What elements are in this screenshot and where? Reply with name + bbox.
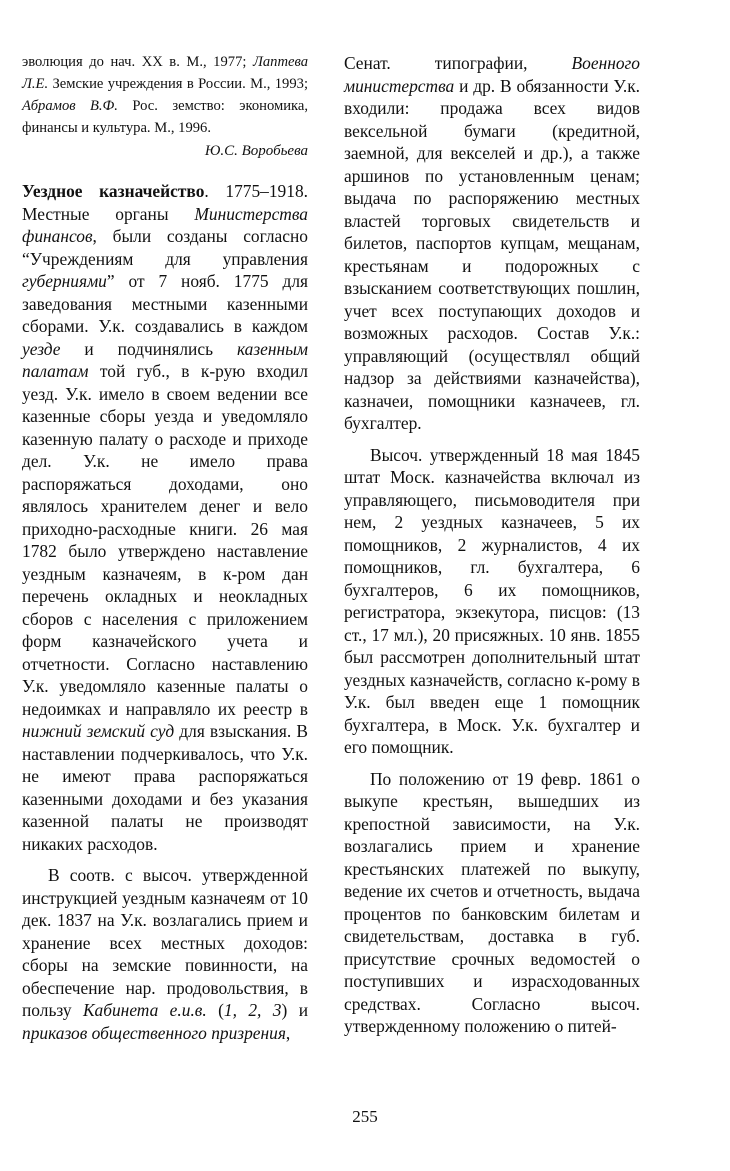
reference-author: Лаптева Л.Е. bbox=[22, 54, 308, 92]
italic-term: 1, 2, 3 bbox=[223, 1000, 282, 1020]
italic-term: нижний земский суд bbox=[22, 721, 175, 741]
reference-text: Рос. земство: экономика, финансы и культура. М., 1996. bbox=[22, 98, 308, 136]
italic-term: уезде bbox=[22, 338, 61, 359]
article-paragraph bbox=[22, 180, 308, 855]
italic-term: Кабинета е.и.в. bbox=[83, 1000, 207, 1020]
text-run: и др. В обязанности У.к. входили: продажа всех видов вексельной бумаги (кредитной, заемной, для векселей и др.), а также аршинов по установленным ценам; выдача по распоряжению местных властей торговых свидетельств и билетов, паспортов купцам, мещанам, крестьянам и подорожных с взысканием соответствующих пошлин, учет всех поступающих доходов и возможных расходов. Состав У.к.: управляющий (осуществлял общий надзор за действиями казначейства), казначеи, помощники казначеев, гл. бухгалтер. bbox=[344, 75, 640, 433]
bibliography-reference bbox=[22, 51, 308, 139]
text-run: для взыскания. В наставлении подчеркивалось, что У.к. не имеют права распоряжаться казенными доходами и без указания казенной палаты не производят никаких расходов. bbox=[22, 721, 308, 854]
article-paragraph bbox=[344, 768, 640, 1038]
text-run: той губ., в к-рую входил уезд. У.к. имело в своем ведении все казенные сборы уезда и уведомляло казенную палату о расходе и приходе дел. У.к. не имело права распоряжаться доходами, оно являлось хранителем денег и вело приходно-расходные книги. 26 мая 1782 было утверждено наставление уездным казначеям, в к-ром дан перечень окладных и неокладных сборов с населения с приложением форм казначейского учета и отчетности. Согласно наставлению У.к. уведомляло казенные палаты о недоимках и направляло их реестр в bbox=[22, 361, 308, 719]
article-paragraph bbox=[344, 52, 640, 435]
right-column bbox=[344, 52, 640, 1038]
article-paragraph bbox=[344, 444, 640, 759]
italic-term: приказов общественного призрения bbox=[22, 1022, 286, 1043]
article-title: Уездное казначейство bbox=[22, 181, 205, 201]
italic-term: Военного министерства bbox=[344, 53, 640, 96]
text-run: Сенат. типографии, bbox=[344, 53, 572, 73]
text-run: ) и bbox=[281, 1000, 309, 1020]
article-paragraph bbox=[22, 864, 308, 1044]
page-number: 255 bbox=[352, 1107, 378, 1126]
reference-text: эволюция до нач. XX в. М., 1977; bbox=[22, 54, 253, 70]
text-run: , bbox=[285, 1022, 291, 1043]
italic-term: Министерства финансов bbox=[22, 203, 308, 246]
italic-term: казенным палатам bbox=[22, 338, 308, 381]
italic-term: губерниями bbox=[22, 271, 107, 291]
text-run: , были созданы согласно “Учреждениям для управления bbox=[22, 226, 308, 269]
text-run: ( bbox=[206, 1000, 224, 1020]
text-run: и подчинялись bbox=[60, 338, 237, 359]
text-run: ” от 7 нояб. 1775 для заведования местными казенными сборами. У.к. создавались в каждом bbox=[22, 271, 308, 336]
reference-author: Абрамов В.Ф. bbox=[22, 98, 118, 114]
text-run: Высоч. утвержденный 18 мая 1845 штат Моск. казначейства включал из управляющего, письмоводителя при нем, 2 уездных казначеев, 5 их помощников, 2 журналистов, 4 их помощников, гл. бухгалтера, 6 бухгалтеров, 6 их помощников, регистратора, экзекутора, писцов: (13 ст., 17 мл.), 20 присяжных. 10 янв. 1855 был рассмотрен дополнительный штат уездных казначейств, согласно к-рому в У.к. был введен еще 1 помощник бухгалтера, в Моск. У.к. бухгалтер и его помощник. bbox=[344, 444, 640, 757]
reference-text: Земские учреждения в России. М., 1993; bbox=[48, 76, 308, 92]
text-run: . 1775–1918. Местные органы bbox=[22, 181, 308, 224]
text-run: В соотв. с высоч. утвержденной инструкцией уездным казначеям от 10 дек. 1837 на У.к. возлагались прием и хранение всех местных доходов: сборы на земские повинности, на обеспечение нар. продовольствия, в пользу bbox=[22, 865, 308, 1020]
left-column bbox=[22, 180, 308, 1044]
article-signature: Ю.С. Воробьева bbox=[204, 143, 308, 159]
text-run: По положению от 19 февр. 1861 о выкупе крестьян, вышедших из крепостной зависимости, на У.к. возлагались прием и хранение крестьянских платежей по выкупу, ведение их счетов и отчетность, выдача процентов по банковским билетам и свидетельствам, доставка в губ. присутствие срочных ведомостей о поступивших и израсходованных средствах. Согласно высоч. утвержденному положению о питей- bbox=[344, 768, 640, 1036]
